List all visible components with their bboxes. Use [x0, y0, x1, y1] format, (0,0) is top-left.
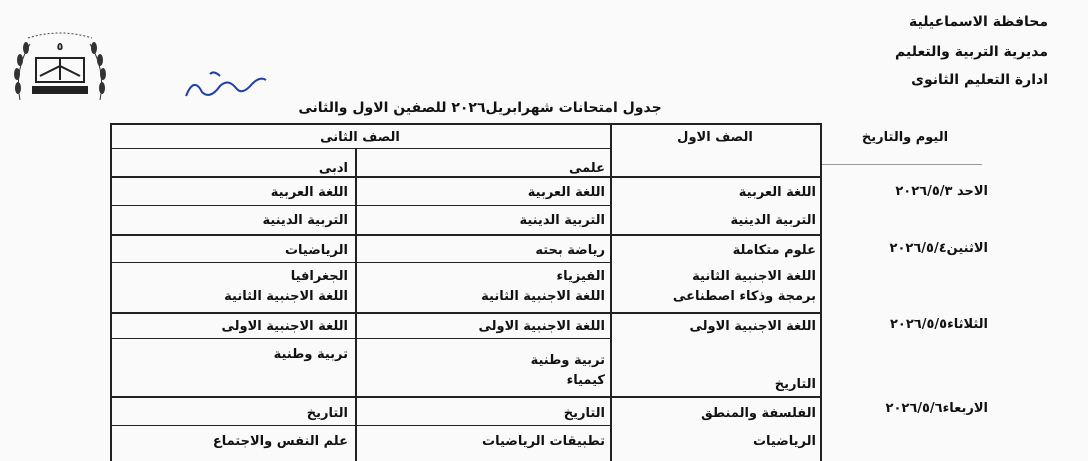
- school-emblem-logo: [8, 30, 112, 110]
- g1-r2-a: علوم متكاملة: [732, 243, 816, 258]
- exam-schedule-title: جدول امتحانات شهرابريل٢٠٢٦ للصفين الاول والثانى: [298, 100, 662, 116]
- governorate-label: محافظة الاسماعيلية: [908, 14, 1048, 30]
- lit-r1-b: التربية الدينية: [262, 213, 348, 228]
- day-tuesday: الثلاثاء٢٠٢٦/٥/٥: [889, 317, 988, 332]
- sci-r4-a: التاريخ: [563, 406, 605, 421]
- directorate-label: مديرية التربية والتعليم: [895, 44, 1048, 60]
- sci-r3-b2: كيمياء: [566, 373, 605, 388]
- logo-number: ٥: [56, 40, 64, 53]
- day-sunday: الاحد ٢٠٢٦/٥/٣: [895, 184, 988, 199]
- g1-r3-b: التاريخ: [774, 377, 816, 392]
- sci-r3-b1: تربية وطنية: [530, 353, 605, 368]
- sci-r2-b1: الفيزياء: [556, 269, 605, 284]
- col-header-grade2: الصف الثانى: [320, 130, 400, 145]
- sub-header-science: علمى: [568, 161, 605, 176]
- g1-r1-a: اللغة العربية: [738, 185, 816, 200]
- lit-r2-b2: اللغة الاجنبية الثانية: [224, 289, 348, 304]
- sci-r2-b2: اللغة الاجنبية الثانية: [481, 289, 605, 304]
- g1-r2-b1: اللغة الاجنبية الثانية: [692, 269, 816, 284]
- lit-r2-b1: الجغرافيا: [290, 269, 348, 284]
- col-header-grade1: الصف الاول: [677, 130, 753, 145]
- sci-r1-b: التربية الدينية: [519, 213, 605, 228]
- sci-r4-b: تطبيقات الرياضيات: [482, 434, 605, 449]
- department-label: ادارة التعليم الثانوى: [911, 72, 1048, 88]
- sci-r2-a: رياضة بحته: [535, 243, 605, 258]
- lit-r3-b: تربية وطنية: [273, 347, 348, 362]
- lit-r4-a: التاريخ: [306, 406, 348, 421]
- sub-header-literary: ادبى: [318, 161, 348, 176]
- g1-r3-a: اللغة الاجنبية الاولى: [689, 319, 816, 334]
- day-monday: الاثنين٢٠٢٦/٥/٤: [889, 241, 988, 256]
- lit-r4-b: علم النفس والاجتماع: [212, 434, 348, 449]
- g1-r4-a: الفلسفة والمنطق: [701, 406, 816, 421]
- day-wednesday: الاربعاء٢٠٢٦/٥/٦: [885, 401, 988, 416]
- g1-r1-b: التربية الدينية: [730, 213, 816, 228]
- col-header-day: اليوم والتاريخ: [861, 130, 949, 145]
- g1-r4-b: الرياضيات: [752, 434, 816, 449]
- lit-r1-a: اللغة العربية: [270, 185, 348, 200]
- lit-r3-a: اللغة الاجنبية الاولى: [221, 319, 348, 334]
- sci-r3-a: اللغة الاجنبية الاولى: [478, 319, 605, 334]
- g1-r2-b2: برمجة وذكاء اصطناعى: [672, 289, 816, 304]
- handwritten-signature: [180, 66, 270, 106]
- lit-r2-a: الرياضيات: [284, 243, 348, 258]
- sci-r1-a: اللغة العربية: [527, 185, 605, 200]
